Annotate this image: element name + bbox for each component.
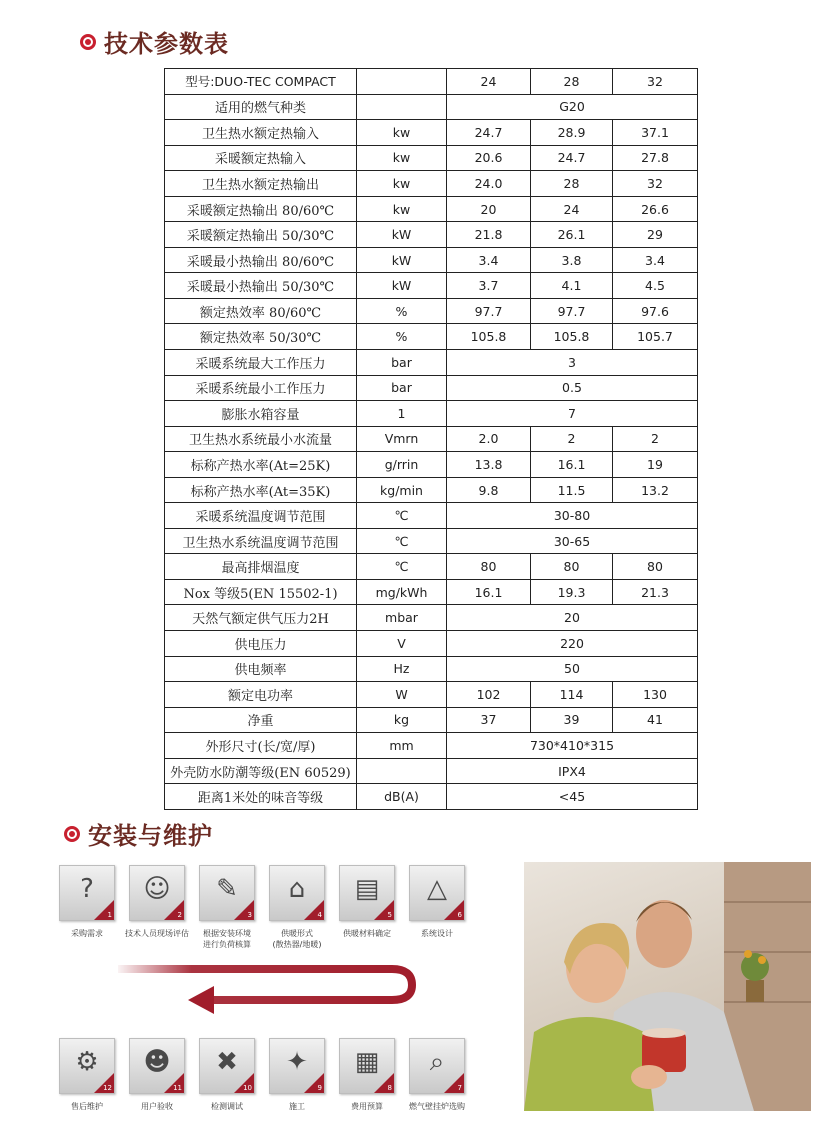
param-value: 16.1 xyxy=(531,452,613,478)
param-unit: Hz xyxy=(357,656,447,682)
table-row xyxy=(165,784,698,810)
param-value: 26.6 xyxy=(613,196,698,222)
param-unit: ℃ xyxy=(357,554,447,580)
param-name: 最高排烟温度 xyxy=(165,554,357,580)
param-unit: mm xyxy=(357,733,447,759)
param-unit: mg/kWh xyxy=(357,579,447,605)
param-value: G20 xyxy=(447,94,698,120)
param-value: 3.7 xyxy=(447,273,531,299)
param-name: 外形尺寸(长/宽/厚) xyxy=(165,733,357,759)
tile-label: 用户验收 xyxy=(141,1102,173,1111)
param-value: 730*410*315 xyxy=(447,733,698,759)
tile-label: 技术人员现场评估 xyxy=(125,929,189,938)
param-value: 102 xyxy=(447,682,531,708)
tile-number: 2 xyxy=(177,911,182,919)
section-title-text: 技术参数表 xyxy=(104,30,229,58)
process-tile xyxy=(59,865,115,921)
param-name: 净重 xyxy=(165,707,357,733)
gears-icon: ⚙ xyxy=(75,1047,99,1077)
param-value: 29 xyxy=(613,222,698,248)
tile-label: 费用预算 xyxy=(351,1102,383,1111)
param-value: 97.7 xyxy=(531,298,613,324)
param-name: 额定热效率 50/30℃ xyxy=(165,324,357,350)
param-unit: kw xyxy=(357,196,447,222)
param-value: 37.1 xyxy=(613,120,698,146)
process-tile xyxy=(59,1038,115,1094)
param-unit: kw xyxy=(357,145,447,171)
param-value: 3.8 xyxy=(531,247,613,273)
param-name: 采暖额定热输入 xyxy=(165,145,357,171)
header-cell: 24 xyxy=(447,69,531,95)
param-value: 19 xyxy=(613,452,698,478)
param-value: 2 xyxy=(531,426,613,452)
param-value: IPX4 xyxy=(447,758,698,784)
param-unit: Vmrn xyxy=(357,426,447,452)
param-unit: kW xyxy=(357,222,447,248)
section-title-specs xyxy=(80,24,229,59)
table-row xyxy=(165,222,698,248)
param-value: 0.5 xyxy=(447,375,698,401)
param-value: <45 xyxy=(447,784,698,810)
tile-number: 5 xyxy=(387,911,392,919)
param-unit: mbar xyxy=(357,605,447,631)
header-cell xyxy=(357,69,447,95)
question-icon: ? xyxy=(80,874,94,904)
param-name: 距离1米处的味音等级 xyxy=(165,784,357,810)
param-name: 采暖最小热输出 80/60℃ xyxy=(165,247,357,273)
param-value: 11.5 xyxy=(531,477,613,503)
tile-number: 10 xyxy=(243,1084,252,1092)
table-row xyxy=(165,247,698,273)
param-name: 卫生热水系统温度调节范围 xyxy=(165,528,357,554)
param-value: 97.6 xyxy=(613,298,698,324)
calculator-icon: ▦ xyxy=(354,1047,380,1077)
param-value: 26.1 xyxy=(531,222,613,248)
param-unit: % xyxy=(357,324,447,350)
param-value: 30-80 xyxy=(447,503,698,529)
tile-number: 12 xyxy=(103,1084,112,1092)
param-value: 3.4 xyxy=(447,247,531,273)
param-unit: kW xyxy=(357,247,447,273)
process-tile xyxy=(129,865,185,921)
param-value: 9.8 xyxy=(447,477,531,503)
table-row xyxy=(165,503,698,529)
param-unit xyxy=(357,94,447,120)
param-value: 28 xyxy=(531,171,613,197)
param-name: 采暖额定热输出 50/30℃ xyxy=(165,222,357,248)
param-value: 24.0 xyxy=(447,171,531,197)
param-unit: 1 xyxy=(357,401,447,427)
param-value: 80 xyxy=(613,554,698,580)
param-name: Nox 等级5(EN 15502-1) xyxy=(165,579,357,605)
tile-label: 根据安装环境 进行负荷核算 xyxy=(203,929,251,949)
param-name: 适用的燃气种类 xyxy=(165,94,357,120)
param-value: 28.9 xyxy=(531,120,613,146)
param-unit: V xyxy=(357,631,447,657)
param-value: 130 xyxy=(613,682,698,708)
tile-number: 11 xyxy=(173,1084,182,1092)
param-value: 3 xyxy=(447,350,698,376)
section-title-text: 安装与维护 xyxy=(88,822,213,850)
table-row xyxy=(165,171,698,197)
couple-photo xyxy=(524,862,811,1111)
tile-label: 采购需求 xyxy=(71,929,103,938)
table-row xyxy=(165,145,698,171)
param-unit: kg/min xyxy=(357,477,447,503)
param-name: 外壳防水防潮等级(EN 60529) xyxy=(165,758,357,784)
process-tile xyxy=(129,1038,185,1094)
table-row xyxy=(165,631,698,657)
param-value: 30-65 xyxy=(447,528,698,554)
table-row xyxy=(165,605,698,631)
param-value: 105.8 xyxy=(447,324,531,350)
param-value: 80 xyxy=(531,554,613,580)
tile-number: 1 xyxy=(107,911,112,919)
table-row xyxy=(165,273,698,299)
tools-icon: ✖ xyxy=(216,1047,238,1077)
param-value: 4.5 xyxy=(613,273,698,299)
param-value: 13.2 xyxy=(613,477,698,503)
target-bullet-icon xyxy=(64,826,80,842)
param-value: 97.7 xyxy=(447,298,531,324)
table-row xyxy=(165,707,698,733)
tile-number: 8 xyxy=(387,1084,392,1092)
param-value: 37 xyxy=(447,707,531,733)
tile-number: 9 xyxy=(317,1084,322,1092)
tile-number: 3 xyxy=(247,911,252,919)
param-name: 采暖最小热输出 50/30℃ xyxy=(165,273,357,299)
param-value: 105.7 xyxy=(613,324,698,350)
table-row xyxy=(165,426,698,452)
header-cell: 28 xyxy=(531,69,613,95)
param-name: 标称产热水率(At=25K) xyxy=(165,452,357,478)
param-value: 24.7 xyxy=(447,120,531,146)
param-unit xyxy=(357,758,447,784)
param-value: 114 xyxy=(531,682,613,708)
param-value: 21.8 xyxy=(447,222,531,248)
process-tile xyxy=(269,865,325,921)
table-row xyxy=(165,554,698,580)
param-name: 采暖系统最大工作压力 xyxy=(165,350,357,376)
param-value: 21.3 xyxy=(613,579,698,605)
param-unit: ℃ xyxy=(357,528,447,554)
tile-label: 系统设计 xyxy=(421,929,453,938)
table-row xyxy=(165,324,698,350)
table-row xyxy=(165,375,698,401)
param-name: 采暖系统最小工作压力 xyxy=(165,375,357,401)
param-value: 220 xyxy=(447,631,698,657)
param-unit: % xyxy=(357,298,447,324)
process-tile xyxy=(339,865,395,921)
param-unit: kW xyxy=(357,273,447,299)
process-tile xyxy=(199,1038,255,1094)
param-value: 27.8 xyxy=(613,145,698,171)
param-value: 13.8 xyxy=(447,452,531,478)
target-bullet-icon xyxy=(80,34,96,50)
param-name: 卫生热水额定热输出 xyxy=(165,171,357,197)
table-row xyxy=(165,196,698,222)
tile-label: 燃气壁挂炉选购 xyxy=(409,1102,465,1111)
process-tile xyxy=(339,1038,395,1094)
param-value: 2.0 xyxy=(447,426,531,452)
param-name: 额定电功率 xyxy=(165,682,357,708)
tile-label: 检测调试 xyxy=(211,1102,243,1111)
param-unit: kg xyxy=(357,707,447,733)
param-name: 采暖额定热输出 80/60℃ xyxy=(165,196,357,222)
param-value: 24.7 xyxy=(531,145,613,171)
param-name: 卫生热水系统最小水流量 xyxy=(165,426,357,452)
design-icon: △ xyxy=(427,874,447,904)
param-name: 卫生热水额定热输入 xyxy=(165,120,357,146)
table-row xyxy=(165,298,698,324)
param-value: 39 xyxy=(531,707,613,733)
process-tile xyxy=(199,865,255,921)
param-value: 19.3 xyxy=(531,579,613,605)
param-name: 膨胀水箱容量 xyxy=(165,401,357,427)
tile-label: 售后维护 xyxy=(71,1102,103,1111)
param-unit: bar xyxy=(357,375,447,401)
table-header-row xyxy=(165,69,698,95)
technician-icon: ☺ xyxy=(143,874,171,904)
header-cell: 型号:DUO-TEC COMPACT xyxy=(165,69,357,95)
param-unit: kw xyxy=(357,171,447,197)
table-row xyxy=(165,452,698,478)
house-icon: ⌂ xyxy=(288,874,306,904)
param-value: 32 xyxy=(613,171,698,197)
spec-table xyxy=(164,68,698,810)
table-row xyxy=(165,682,698,708)
param-value: 3.4 xyxy=(613,247,698,273)
param-name: 供电频率 xyxy=(165,656,357,682)
table-row xyxy=(165,350,698,376)
process-tile xyxy=(409,865,465,921)
param-unit: ℃ xyxy=(357,503,447,529)
table-row xyxy=(165,656,698,682)
table-row xyxy=(165,758,698,784)
table-row xyxy=(165,94,698,120)
process-tile xyxy=(269,1038,325,1094)
document-icon: ▤ xyxy=(354,874,380,904)
tile-label: 供暖材料确定 xyxy=(343,929,391,938)
table-row xyxy=(165,733,698,759)
param-unit: kw xyxy=(357,120,447,146)
tile-number: 6 xyxy=(457,911,462,919)
table-row xyxy=(165,528,698,554)
tile-number: 7 xyxy=(457,1084,462,1092)
param-name: 供电压力 xyxy=(165,631,357,657)
param-unit: dB(A) xyxy=(357,784,447,810)
param-unit: g/rrin xyxy=(357,452,447,478)
param-value: 4.1 xyxy=(531,273,613,299)
section-title-install xyxy=(64,816,213,851)
tile-number: 4 xyxy=(317,911,322,919)
table-row xyxy=(165,579,698,605)
param-name: 天然气额定供气压力2H xyxy=(165,605,357,631)
param-unit: bar xyxy=(357,350,447,376)
param-value: 80 xyxy=(447,554,531,580)
param-unit: W xyxy=(357,682,447,708)
param-value: 20 xyxy=(447,605,698,631)
table-row xyxy=(165,477,698,503)
table-row xyxy=(165,120,698,146)
param-value: 50 xyxy=(447,656,698,682)
param-name: 标称产热水率(At=35K) xyxy=(165,477,357,503)
table-row xyxy=(165,401,698,427)
param-value: 16.1 xyxy=(447,579,531,605)
param-value: 7 xyxy=(447,401,698,427)
tile-label: 施工 xyxy=(289,1102,305,1111)
param-value: 24 xyxy=(531,196,613,222)
param-name: 额定热效率 80/60℃ xyxy=(165,298,357,324)
worker-icon: ✦ xyxy=(286,1047,308,1077)
param-value: 20 xyxy=(447,196,531,222)
boiler-search-icon: ⌕ xyxy=(429,1047,445,1077)
tile-label: 供暖形式 (散热器/地暖) xyxy=(272,929,322,949)
header-cell: 32 xyxy=(613,69,698,95)
param-value: 105.8 xyxy=(531,324,613,350)
process-tile xyxy=(409,1038,465,1094)
calculator-pen-icon: ✎ xyxy=(216,874,238,904)
param-value: 2 xyxy=(613,426,698,452)
param-value: 20.6 xyxy=(447,145,531,171)
param-value: 41 xyxy=(613,707,698,733)
user-edit-icon: ☻ xyxy=(143,1047,171,1077)
param-name: 采暖系统温度调节范围 xyxy=(165,503,357,529)
